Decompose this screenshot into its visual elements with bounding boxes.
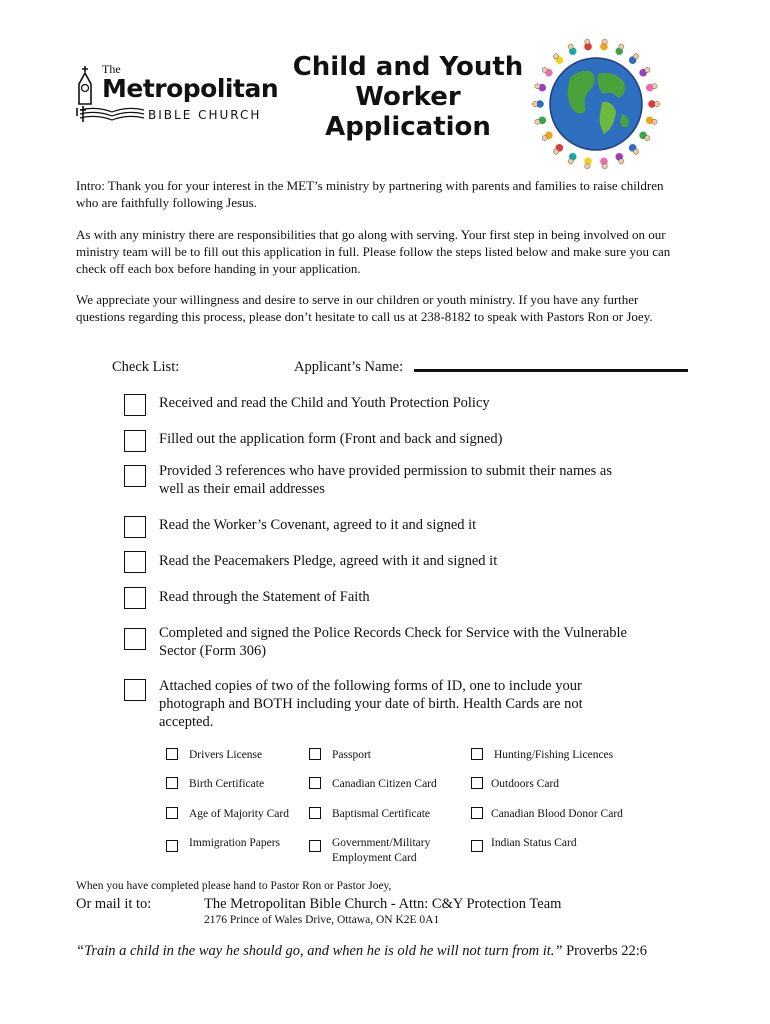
id-checkbox-indian-status[interactable] — [471, 840, 483, 852]
child-figure — [600, 39, 608, 50]
checklist-checkbox-7[interactable] — [124, 628, 146, 650]
checklist-checkbox-4[interactable] — [124, 516, 146, 538]
mail-label: Or mail it to: — [76, 896, 152, 912]
checklist-item-4: Read the Worker’s Covenant, agreed to it and signed it — [159, 517, 477, 533]
questions-paragraph: We appreciate your willingness and desire to serve in our children or youth ministry. If you have any further questions regarding this process, please don’t hesitate to call us at 238-8182 to speak with Pastors Ron or Joey. — [76, 292, 653, 324]
id-checkbox-immigration[interactable] — [166, 840, 178, 852]
child-figure — [535, 84, 546, 92]
id-checkbox-baptismal[interactable] — [309, 807, 321, 819]
id-checkbox-drivers-license[interactable] — [166, 748, 178, 760]
checklist-checkbox-2[interactable] — [124, 430, 146, 452]
logo-name: Metropolitan — [102, 74, 279, 103]
child-figure — [568, 153, 576, 164]
child-figure — [639, 67, 650, 76]
hand-in-instruction: When you have completed please hand to Pastor Ron or Pastor Joey, — [76, 880, 392, 892]
globe-children-illustration — [532, 38, 660, 170]
checklist-item-3: Provided 3 references who have provided permission to submit their names as well as their email addresses — [159, 463, 613, 497]
id-option-indian-status: Indian Status Card — [491, 837, 577, 849]
id-option-drivers-license: Drivers License — [189, 749, 263, 761]
checklist-checkbox-3[interactable] — [124, 465, 146, 487]
id-option-age-of-majority: Age of Majority Card — [189, 808, 289, 820]
checklist-item-5: Read the Peacemakers Pledge, agreed with it and signed it — [159, 553, 498, 569]
child-figure — [553, 144, 563, 154]
checklist-item-7: Completed and signed the Police Records Check for Service with the Vulnerable Sector (Form 306) — [159, 625, 627, 659]
id-checkbox-blood-donor[interactable] — [471, 807, 483, 819]
child-figure — [646, 84, 657, 92]
open-book-icon — [78, 106, 146, 124]
child-figure — [584, 158, 592, 169]
id-option-birth-certificate: Birth Certificate — [189, 778, 265, 790]
id-checkbox-hunting-fishing[interactable] — [471, 748, 483, 760]
id-option-baptismal: Baptismal Certificate — [332, 808, 431, 820]
id-option-outdoors-card: Outdoors Card — [491, 778, 560, 790]
child-figure — [646, 117, 657, 125]
id-option-immigration: Immigration Papers — [189, 837, 281, 849]
child-figure — [629, 54, 639, 64]
title-line-2: Worker — [355, 82, 461, 112]
checklist-item-6: Read through the Statement of Faith — [159, 589, 370, 605]
child-figure — [639, 132, 650, 141]
id-option-passport: Passport — [332, 749, 371, 761]
id-checkbox-birth-certificate[interactable] — [166, 777, 178, 789]
quote-reference: Proverbs 22:6 — [566, 943, 648, 959]
scripture-quote — [76, 943, 647, 960]
applicant-name-label: Applicant’s Name: — [294, 359, 404, 375]
title-line-3: Application — [325, 112, 491, 142]
child-figure — [535, 117, 546, 125]
id-checkbox-passport[interactable] — [309, 748, 321, 760]
church-logo — [76, 62, 279, 126]
id-option-blood-donor: Canadian Blood Donor Card — [491, 808, 623, 820]
child-figure — [542, 132, 553, 141]
checklist-item-1: Received and read the Child and Youth Protection Policy — [159, 395, 490, 411]
child-figure — [532, 100, 543, 108]
checklist-checkbox-5[interactable] — [124, 551, 146, 573]
title-line-1: Child and Youth — [292, 52, 524, 82]
child-figure — [542, 67, 553, 76]
child-figure — [584, 39, 592, 50]
id-checkbox-outdoors-card[interactable] — [471, 777, 483, 789]
checklist-checkbox-6[interactable] — [124, 587, 146, 609]
id-checkbox-age-of-majority[interactable] — [166, 807, 178, 819]
logo-the: The — [102, 62, 121, 76]
child-figure — [568, 44, 576, 55]
child-figure — [615, 44, 623, 55]
id-option-government-military: Government/Military Employment Card — [332, 837, 431, 864]
child-figure — [648, 100, 659, 108]
checklist-item-8: Attached copies of two of the following forms of ID, one to include your photograph and BOTH including your date of birth. Health Cards are not accepted. — [159, 678, 583, 730]
responsibilities-paragraph: As with any ministry there are responsibilities that go along with serving. Your first step in being involved on our ministry team will be to fill out this application in full. Please follow the steps listed below and make sure you can check off each box before handing in your application. — [76, 227, 671, 276]
child-figure — [553, 54, 563, 64]
mail-recipient: The Metropolitan Bible Church - Attn: C&Y Protection Team — [204, 896, 562, 912]
child-figure — [629, 144, 639, 154]
applicant-name-field[interactable] — [414, 369, 688, 372]
child-figure — [600, 158, 608, 169]
id-option-citizen-card: Canadian Citizen Card — [332, 778, 437, 790]
page-title — [288, 52, 528, 142]
child-figure — [615, 153, 623, 164]
checklist-label: Check List: — [112, 359, 180, 375]
id-checkbox-government-military[interactable] — [309, 840, 321, 852]
quote-text: “Train a child in the way he should go, and when he is old he will not turn from it.” — [76, 943, 563, 959]
checklist-checkbox-8[interactable] — [124, 679, 146, 701]
checklist-checkbox-1[interactable] — [124, 394, 146, 416]
id-checkbox-citizen-card[interactable] — [309, 777, 321, 789]
logo-subtitle: BIBLE CHURCH — [148, 108, 262, 122]
checklist-item-2: Filled out the application form (Front and back and signed) — [159, 431, 503, 447]
id-option-hunting-fishing: Hunting/Fishing Licences — [494, 749, 614, 761]
mail-address: 2176 Prince of Wales Drive, Ottawa, ON K2E 0A1 — [204, 914, 440, 926]
intro-paragraph: Intro: Thank you for your interest in the MET’s ministry by partnering with parents and families to raise children who are faithfully following Jesus. — [76, 178, 664, 210]
